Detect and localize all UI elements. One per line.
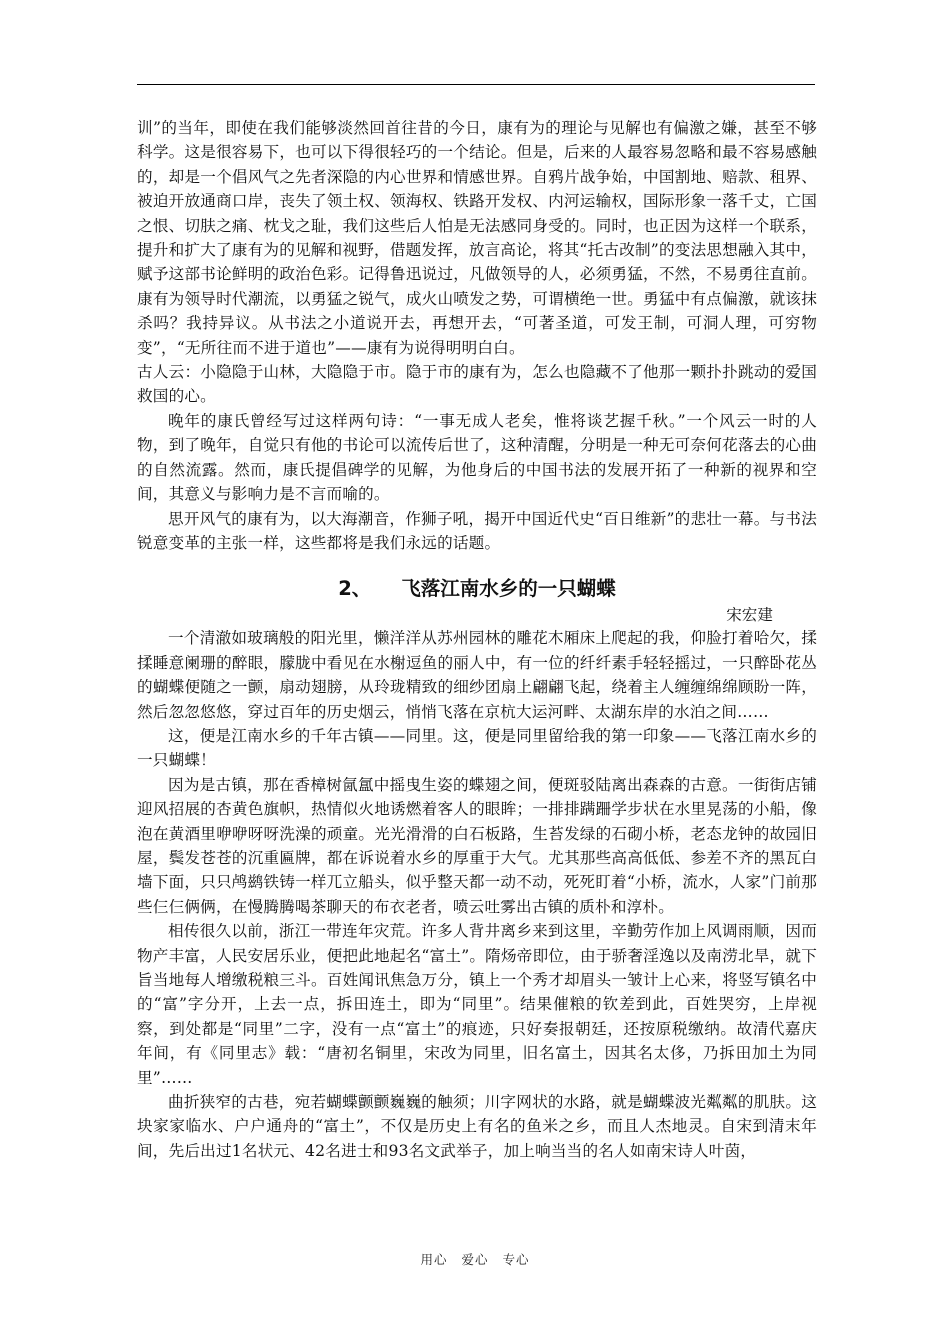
paragraph: 因为是古镇，那在香樟树氤氲中摇曳生姿的蝶翅之间，便斑驳陆离出森森的古意。一街街店铺迎风招展的杏黄色旗帜，热情似火地诱燃着客人的眼眸；一排排蹒跚学步状在水里晃荡的小船，像泡在黄酒里咿咿呀呀洗澡的顽童。光光滑滑的白石板路，生苔发绿的石砌小桥，老态龙钟的故园旧屋，鬓发苍苍的沉重匾牌，都在诉说着水乡的厚重于大气。尤其那些高高低低、参差不齐的黑瓦白墙下面，只只鸬鹚铁铸一样兀立船头，似乎整天都一动不动，死死盯着“小桥，流水，人家”门前那些仨仨俩俩，在慢腾腾喝茶聊天的布衣老者，喷云吐雾出古镇的质朴和淳朴。	[137, 775, 817, 916]
header-rule	[137, 84, 815, 85]
author-name: 宋宏建	[726, 606, 773, 625]
footer-text-1: 用心	[420, 1252, 448, 1267]
paragraph: 曲折狭窄的古巷，宛若蝴蝶颤颤巍巍的触须；川字网状的水路，就是蝴蝶波光粼粼的肌肤。这块家家临水、户户通舟的“富土”，不仅是历史上有名的鱼米之乡，而且人杰地灵。自宋到清末年间，先后出过1名状元、42名进士和93名文武举子，加上响当当的名人如南宋诗人叶茵，	[137, 1093, 817, 1160]
top-paragraphs	[137, 116, 817, 555]
paragraph: 古人云：小隐隐于山林，大隐隐于市。隐于市的康有为，怎么也隐藏不了他那一颗扑扑跳动的爱国救国的心。	[137, 363, 817, 406]
footer-text-2: 爱心	[461, 1252, 489, 1267]
bottom-paragraphs	[137, 626, 817, 1163]
paragraph: 相传很久以前，浙江一带连年灾荒。许多人背井离乡来到这里，辛勤劳作加上风调雨顺，因而物产丰富，人民安居乐业，便把此地起名“富土”。隋炀帝即位，由于骄奢淫逸以及南涝北旱，就下旨当地每人增缴税粮三斗。百姓闻讯焦急万分，镇上一个秀才却眉头一皱计上心来，将竖写镇名中的“富”字分开，上去一点，拆田连土，即为“同里”。结果催粮的钦差到此，百姓哭穷，上岸视察，到处都是“同里”二字，没有一点“富土”的痕迹，只好奏报朝廷，还按原税缴纳。故清代嘉庆年间，有《同里志》载：“唐初名铜里，宋改为同里，旧名富土，因其名太侈，乃拆田加土为同里”……	[137, 922, 817, 1087]
section-title: 飞落江南水乡的一只蝴蝶	[401, 577, 616, 601]
document-body	[137, 116, 817, 1163]
paragraph: 思开风气的康有为，以大海潮音，作狮子吼，揭开中国近代史“百日维新”的悲壮一幕。与书法锐意变革的主张一样，这些都将是我们永远的话题。	[137, 509, 817, 552]
paragraph: 晚年的康氏曾经写过这样两句诗：“一事无成人老矣，惟将谈艺握千秋。”一个风云一时的人物，到了晚年，自觉只有他的书论可以流传后世了，这种清醒，分明是一种无可奈何花落去的心曲的自然流露。然而，康氏提倡碑学的见解，为他身后的中国书法的发展开拓了一种新的视界和空间，其意义与影响力是不言而喻的。	[137, 411, 817, 504]
footer-text-3: 专心	[502, 1252, 530, 1267]
paragraph: 这，便是江南水乡的千年古镇——同里。这，便是同里留给我的第一印象——飞落江南水乡的一只蝴蝶！	[137, 726, 817, 770]
page-footer	[0, 1250, 950, 1268]
section-number: 2、	[338, 577, 372, 601]
paragraph: 一个清澈如玻璃般的阳光里，懒洋洋从苏州园林的雕花木厢床上爬起的我，仰脸打着哈欠，揉揉睡意阑珊的醉眼，朦胧中看见在水榭逗鱼的丽人中，有一位的纤纤素手轻轻摇过，一只醉卧花丛的蝴蝶便随之一颤，扇动翅膀，从玲珑精致的细纱团扇上翩翩飞起，绕着主人缠缠绵绵顾盼一阵，然后忽忽悠悠，穿过百年的历史烟云，悄悄飞落在京杭大运河畔、太湖东岸的水泊之间……	[137, 629, 817, 721]
section-heading	[137, 573, 817, 605]
paragraph: 训”的当年，即使在我们能够淡然回首往昔的今日，康有为的理论与见解也有偏激之嫌，甚至不够科学。这是很容易下，也可以下得很轻巧的一个结论。但是，后来的人最容易忽略和最不容易感触的，却是一个倡风气之先者深隐的内心世界和情感世界。自鸦片战争始，中国割地、赔款、租界、被迫开放通商口岸，丧失了领土权、领海权、铁路开发权、内河运输权，国际形象一落千丈，亡国之恨、切肤之痛、枕戈之耻，我们这些后人怕是无法感同身受的。同时，也正因为这样一个联系，提升和扩大了康有为的见解和视野，借题发挥，放言高论，将其“托古改制”的变法思想融入其中，赋予这部书论鲜明的政治色彩。记得鲁迅说过，凡做领导的人，必须勇猛，不然，不易勇往直前。康有为领导时代潮流，以勇猛之锐气，成火山喷发之势，可谓横绝一世。勇猛中有点偏激，就该抹杀吗？我持异议。从书法之小道说开去，再想开去，“可著圣道，可发王制，可洞人理，可穷物变”，“无所往而不进于道也”——康有为说得明明白白。	[137, 119, 817, 357]
